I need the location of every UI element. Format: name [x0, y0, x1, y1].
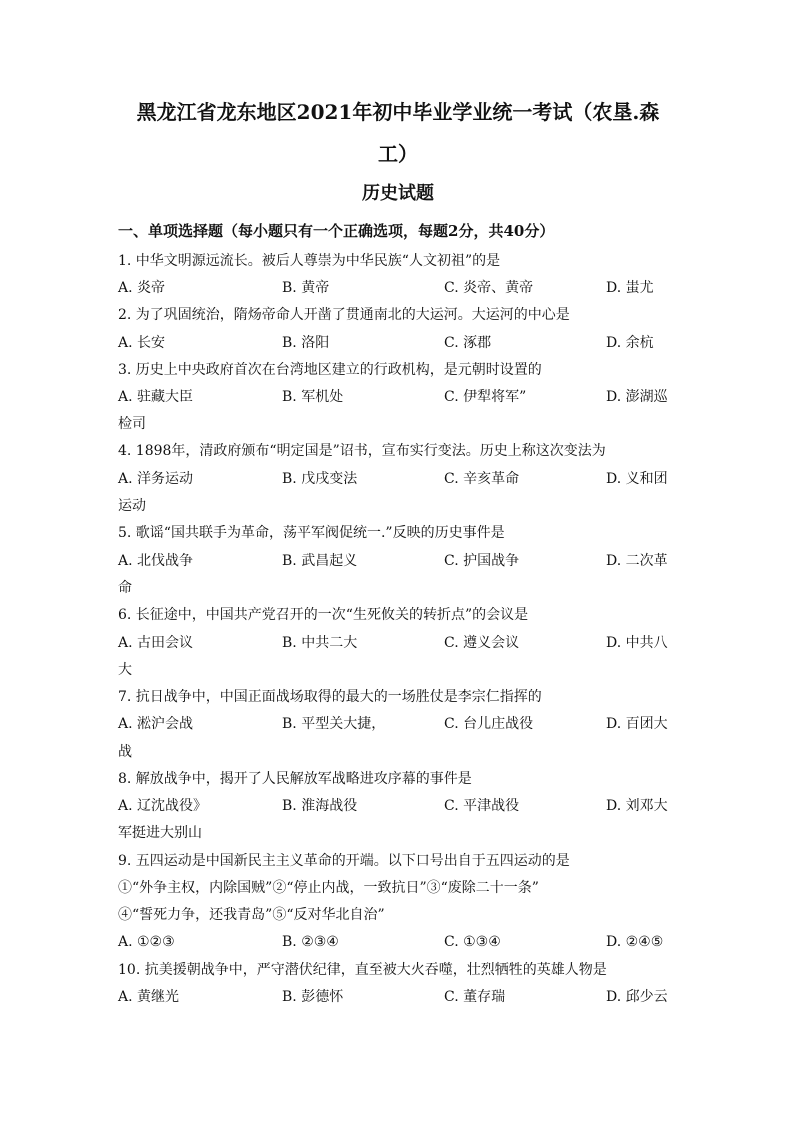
option-a: A. ①②③: [118, 934, 175, 950]
option-c: C. ①③④: [444, 934, 501, 950]
question-9-choices-line1: ①“外争主权，内除国贼”②“停止内战，一致抗日”③“废除二十一条”: [118, 880, 539, 896]
exam-subtitle: 历史试题: [362, 183, 434, 204]
question-8-stem: 8. 解放战争中，揭开了人民解放军战略进攻序幕的事件是: [118, 771, 472, 787]
option-b: B. ②③④: [282, 934, 339, 950]
option-a: A. 北伐战争: [118, 553, 194, 569]
option-c: C. 台儿庄战役: [444, 716, 534, 732]
question-1-stem: 1. 中华文明源远流长。被后人尊崇为中华民族“人文初祖”的是: [118, 253, 501, 269]
option-d-wrap: 命: [118, 580, 132, 596]
option-d: D. 澎湖巡: [606, 389, 668, 405]
question-2-options: [118, 333, 678, 353]
question-3-options: [118, 387, 678, 407]
option-b: B. 平型关大捷，: [282, 716, 386, 732]
question-7-stem: 7. 抗日战争中，中国正面战场取得的最大的一场胜仗是李宗仁指挥的: [118, 689, 542, 705]
question-7-options: [118, 714, 678, 734]
question-5-options: [118, 551, 678, 571]
option-b: B. 洛阳: [282, 335, 330, 351]
option-c: C. 护国战争: [444, 553, 520, 569]
question-10-stem: 10. 抗美援朝战争中，严守潜伏纪律，直至被大火吞噬，壮烈牺牲的英雄人物是: [118, 962, 607, 978]
option-d: D. 邱少云: [606, 989, 668, 1005]
option-d-wrap: 大: [118, 662, 132, 678]
option-c: C. 炎帝、黄帝: [444, 280, 534, 296]
question-9-options: [118, 932, 678, 952]
option-d: D. ②④⑤: [606, 934, 664, 950]
option-d-wrap: 检司: [118, 416, 146, 432]
option-a: A. 古田会议: [118, 635, 194, 651]
option-a: A. 洋务运动: [118, 471, 194, 487]
option-c: C. 伊犁将军”: [444, 389, 527, 405]
option-b: B. 彭德怀: [282, 989, 344, 1005]
option-d: D. 中共八: [606, 635, 668, 651]
question-4-stem: 4. 1898年，清政府颁布“明定国是”诏书，宣布实行变法。历史上称这次变法为: [118, 443, 606, 459]
option-d-wrap: 运动: [118, 498, 146, 514]
option-d: D. 义和团: [606, 471, 668, 487]
question-9-choices-line2: ④“誓死力争，还我青岛”⑤“反对华北自治”: [118, 907, 385, 923]
option-a: A. 炎帝: [118, 280, 166, 296]
question-4-options: [118, 469, 678, 489]
option-b: B. 军机处: [282, 389, 344, 405]
option-c: C. 平津战役: [444, 798, 520, 814]
option-d-wrap: 军挺进大别山: [118, 825, 202, 841]
question-3-stem: 3. 历史上中央政府首次在台湾地区建立的行政机构，是元朝时设置的: [118, 362, 542, 378]
option-c: C. 遵义会议: [444, 635, 520, 651]
question-8-options: [118, 796, 678, 816]
question-5-stem: 5. 歌谣“国共联手为革命，荡平军阀促统一.”反映的历史事件是: [118, 525, 505, 541]
section-heading: 一、单项选择题（每小题只有一个正确选项，每题2分，共40分）: [118, 222, 555, 240]
option-d: D. 蚩尤: [606, 280, 654, 296]
option-c: C. 涿郡: [444, 335, 492, 351]
exam-title-line2: 工）: [378, 142, 418, 166]
question-9-stem: 9. 五四运动是中国新民主主义革命的开端。以下口号出自于五四运动的是: [118, 853, 570, 869]
option-d: D. 刘邓大: [606, 798, 668, 814]
option-b: B. 武昌起义: [282, 553, 358, 569]
question-6-stem: 6. 长征途中，中国共产党召开的一次“生死攸关的转折点”的会议是: [118, 607, 529, 623]
option-d: D. 余杭: [606, 335, 654, 351]
option-b: B. 中共二大: [282, 635, 358, 651]
option-a: A. 驻藏大臣: [118, 389, 194, 405]
option-c: C. 董存瑞: [444, 989, 506, 1005]
question-6-options: [118, 633, 678, 653]
question-2-stem: 2. 为了巩固统治，隋炀帝命人开凿了贯通南北的大运河。大运河的中心是: [118, 307, 570, 323]
option-a: A. 长安: [118, 335, 166, 351]
option-d: D. 百团大: [606, 716, 668, 732]
option-b: B. 淮海战役: [282, 798, 358, 814]
option-d: D. 二次革: [606, 553, 668, 569]
option-c: C. 辛亥革命: [444, 471, 520, 487]
question-10-options: [118, 987, 678, 1007]
question-1-options: [118, 278, 678, 298]
option-b: B. 戊戌变法: [282, 471, 358, 487]
exam-title-line1: 黑龙江省龙东地区2021年初中毕业学业统一考试（农垦.森: [136, 100, 660, 124]
option-a: A. 辽沈战役》: [118, 798, 208, 814]
option-b: B. 黄帝: [282, 280, 330, 296]
option-a: A. 黄继光: [118, 989, 180, 1005]
option-a: A. 淞沪会战: [118, 716, 194, 732]
option-d-wrap: 战: [118, 744, 132, 760]
